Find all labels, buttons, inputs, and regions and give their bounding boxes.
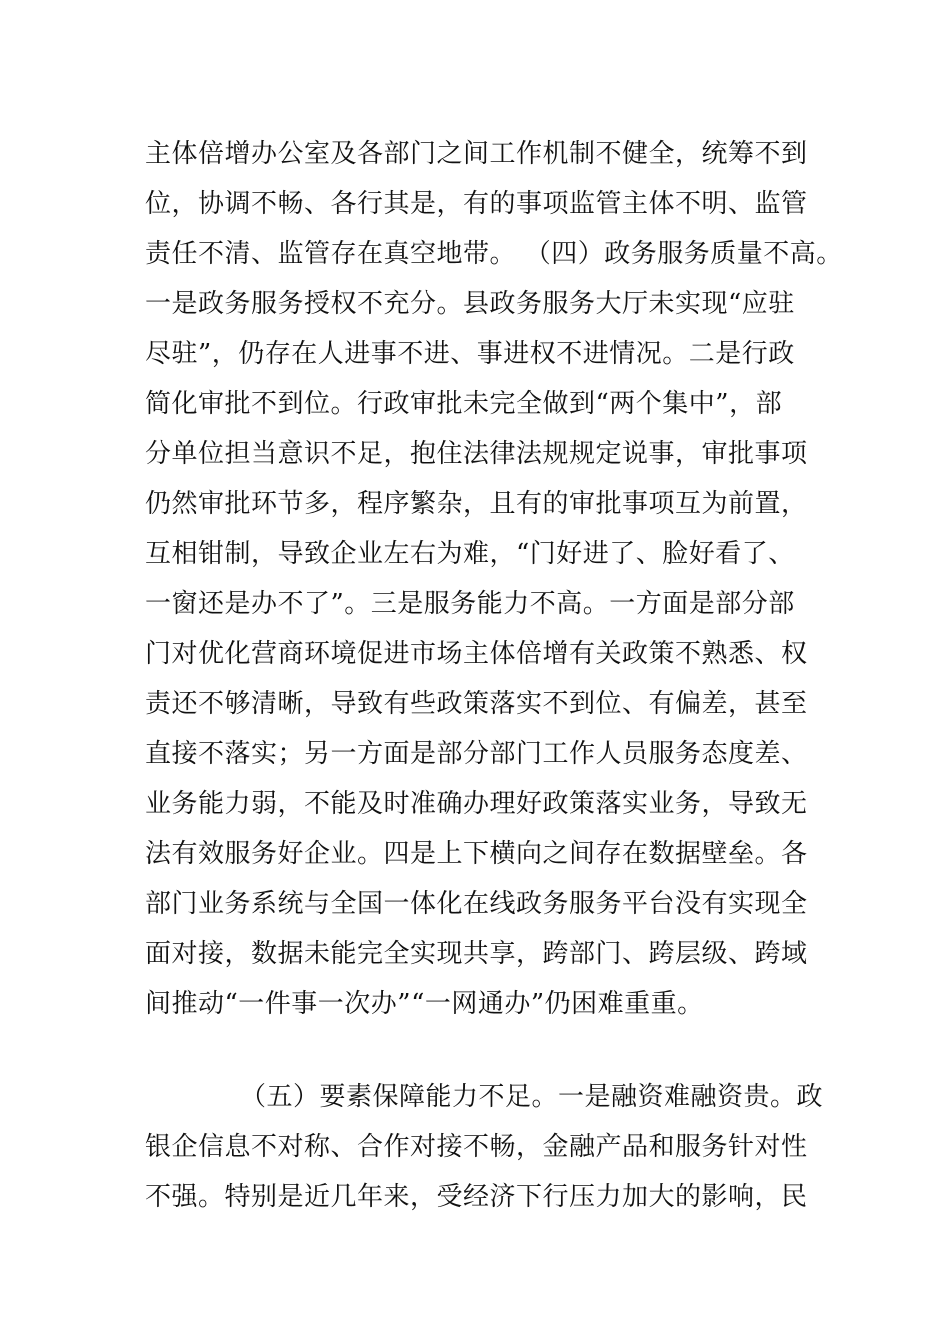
text-line: 门对优化营商环境促进市场主体倍增有关政策不熟悉、权: [145, 639, 808, 669]
section-heading-line: （五）要素保障能力不足。一是融资难融资贵。政: [240, 1082, 824, 1112]
text-line: 不强。特别是近几年来，受经济下行压力加大的影响，民: [145, 1182, 808, 1212]
text-line: 简化审批不到位。行政审批未完全做到“两个集中”，部: [145, 389, 783, 419]
text-line: 责还不够清晰，导致有些政策落实不到位、有偏差，甚至: [145, 689, 808, 719]
text-line: 面对接，数据未能完全实现共享，跨部门、跨层级、跨域: [145, 939, 808, 969]
text-line: 尽驻”，仍存在人进事不进、事进权不进情况。二是行政: [145, 339, 795, 369]
text-line: 主体倍增办公室及各部门之间工作机制不健全，统筹不到: [145, 139, 808, 169]
text-line: 一是政务服务授权不充分。县政务服务大厅未实现“应驻: [145, 289, 795, 319]
text-line: 银企信息不对称、合作对接不畅，金融产品和服务针对性: [145, 1132, 808, 1162]
text-line: 互相钳制，导致企业左右为难，“门好进了、脸好看了、: [145, 539, 795, 569]
text-line: 法有效服务好企业。四是上下横向之间存在数据壁垒。各: [145, 839, 808, 869]
text-line: 仍然审批环节多，程序繁杂，且有的审批事项互为前置，: [145, 489, 808, 519]
text-line: 位，协调不畅、各行其是，有的事项监管主体不明、监管: [145, 189, 808, 219]
text-line: 直接不落实；另一方面是部分部门工作人员服务态度差、: [145, 739, 808, 769]
text-line: 一窗还是办不了”。三是服务能力不高。一方面是部分部: [145, 589, 795, 619]
text-line: 分单位担当意识不足，抱住法律法规规定说事，审批事项: [145, 439, 808, 469]
text-line: 间推动“一件事一次办”“一网通办”仍困难重重。: [145, 989, 704, 1019]
text-line: 部门业务系统与全国一体化在线政务服务平台没有实现全: [145, 889, 808, 919]
text-line: 业务能力弱，不能及时准确办理好政策落实业务，导致无: [145, 789, 808, 819]
text-line: 责任不清、监管存在真空地带。 （四）政务服务质量不高。: [145, 239, 843, 269]
